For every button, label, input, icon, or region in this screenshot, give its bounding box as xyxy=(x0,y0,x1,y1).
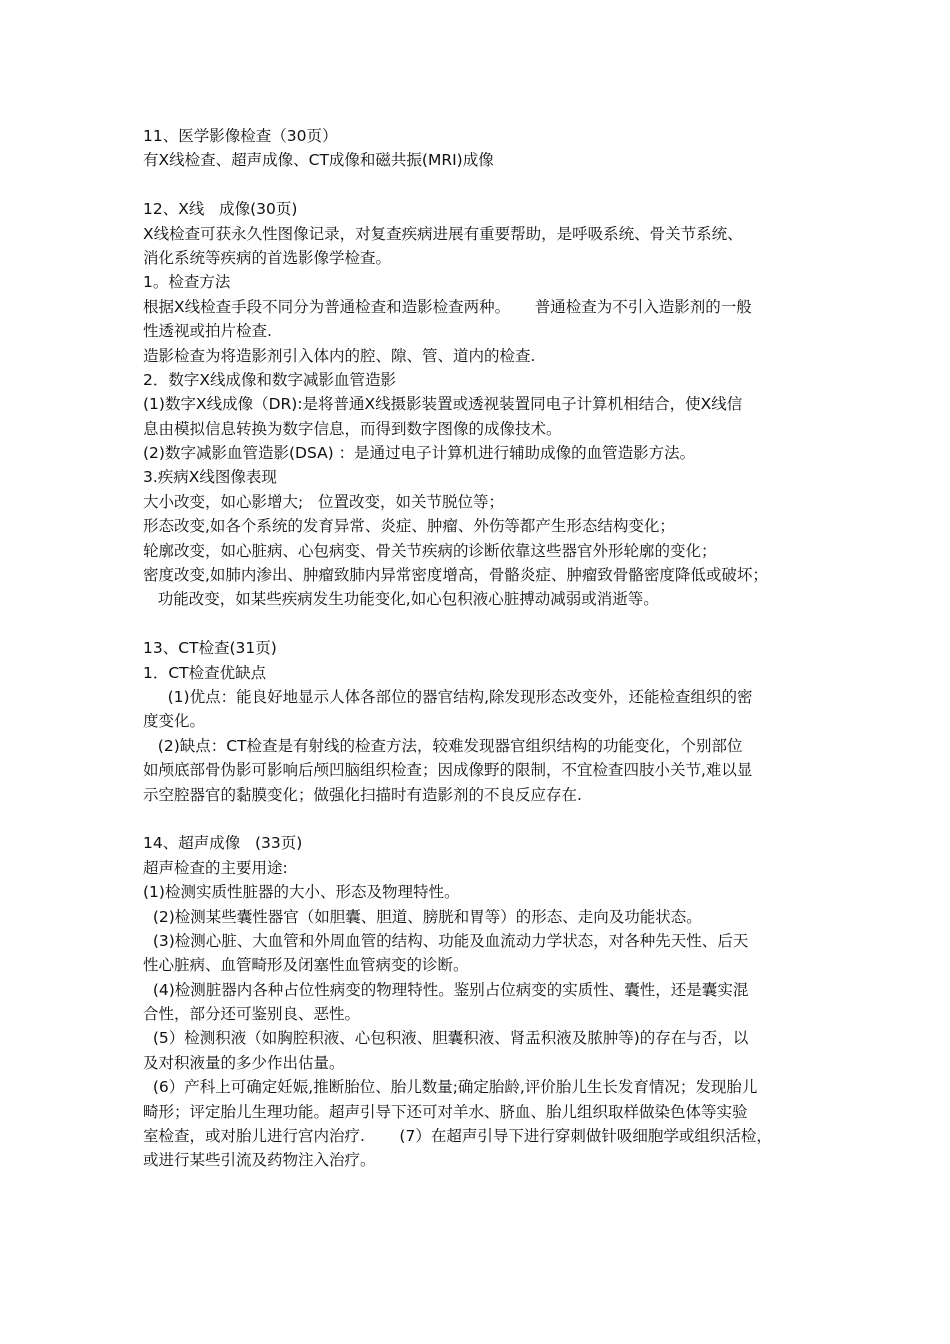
text-line: 13、CT检查(31页) xyxy=(143,639,277,658)
text-line: 或进行某些引流及药物注入治疗。 xyxy=(143,1151,376,1170)
document-page xyxy=(143,124,815,1173)
text-line: 轮廓改变，如心脏病、心包病变、骨关节疾病的诊断依靠这些器官外形轮廓的变化； xyxy=(143,541,717,560)
text-line: 度变化。 xyxy=(143,712,206,731)
text-line: 性透视或拍片检查. xyxy=(143,322,272,341)
text-line: 11、医学影像检查（30页） xyxy=(143,127,338,145)
text-line: 密度改变,如肺内渗出、肿瘤致肺内异常密度增高，骨骼炎症、肿瘤致骨骼密度降低或破坏； xyxy=(143,566,768,585)
text-line: 有X线检查、超声成像、CT成像和磁共振(MRI)成像 xyxy=(143,151,494,170)
text-line: (2)数字减影血管造影(DSA) ：是通过电子计算机进行辅助成像的血管造影方法。 xyxy=(143,444,696,463)
paragraph-gap xyxy=(143,173,815,197)
text-line: (6）产科上可确定妊娠,推断胎位、胎儿数量;确定胎龄,评价胎儿生长发育情况；发现胎儿 xyxy=(143,1078,758,1097)
text-line: 功能改变，如某些疾病发生功能变化,如心包积液心脏搏动减弱或消逝等。 xyxy=(143,590,659,609)
text-line: 1．CT检查优缺点 xyxy=(143,663,267,682)
text-line: 大小改变，如心影增大; 位置改变，如关节脱位等； xyxy=(143,492,505,511)
text-line: 形态改变,如各个系统的发育异常、炎症、肿瘤、外伤等都产生形态结构变化； xyxy=(143,517,675,536)
text-line: 14、超声成像 (33页) xyxy=(143,834,303,853)
text-line: (1)数字X线成像（DR):是将普通X线摄影装置或透视装置同电子计算机相结合，使X线信 xyxy=(143,395,743,414)
text-line: 1。检查方法 xyxy=(143,273,231,292)
text-line: (2)缺点：CT检查是有射线的检查方法，较难发现器官组织结构的功能变化，个别部位 xyxy=(143,736,743,755)
text-line: 示空腔器官的黏膜变化；做强化扫描时有造影剂的不良反应存在. xyxy=(143,785,582,804)
text-line: 室检查，或对胎儿进行宫内治疗. (7）在超声引导下进行穿刺做针吸细胞学或组织活检， xyxy=(143,1127,772,1146)
text-line: 消化系统等疾病的首选影像学检查。 xyxy=(143,248,392,267)
text-line: (4)检测脏器内各种占位性病变的物理特性。鉴别占位病变的实质性、囊性，还是囊实混 xyxy=(143,980,749,999)
text-line: 合性，部分还可鉴别良、恶性。 xyxy=(143,1005,361,1024)
text-line: (3)检测心脏、大血管和外周血管的结构、功能及血流动力学状态，对各种先天性、后天 xyxy=(143,931,749,950)
text-line: (1)检测实质性脏器的大小、形态及物理特性。 xyxy=(143,883,460,902)
text-line: 造影检查为将造影剂引入体内的腔、隙、管、道内的检查. xyxy=(143,346,536,365)
text-line: 根据X线检查手段不同分为普通检查和造影检查两种。 普通检查为不引入造影剂的一般 xyxy=(143,297,752,316)
text-line: 性心脏病、血管畸形及闭塞性血管病变的诊断。 xyxy=(143,956,469,975)
text-line: 及对积液量的多少作出估量。 xyxy=(143,1053,345,1072)
text-line: X线检查可获永久性图像记录，对复查疾病进展有重要帮助，是呼吸系统、骨关节系统、 xyxy=(143,224,743,243)
text-line: (1)优点：能良好地显示人体各部位的器官结构,除发现形态改变外，还能检查组织的密 xyxy=(143,687,753,706)
text-line: 畸形；评定胎儿生理功能。超声引导下还可对羊水、脐血、胎儿组织取样做染色体等实验 xyxy=(143,1102,748,1121)
text-line: (5）检测积液（如胸腔积液、心包积液、胆囊积液、肾盂积液及脓肿等)的存在与否，以 xyxy=(143,1029,749,1048)
text-line: 2．数字X线成像和数字减影血管造影 xyxy=(143,370,396,389)
text-line: 超声检查的主要用途: xyxy=(143,858,288,877)
paragraph-gap xyxy=(143,807,815,831)
paragraph-gap xyxy=(143,612,815,636)
text-line: 3.疾病X线图像表现 xyxy=(143,468,277,487)
text-line: 如颅底部骨伪影可影响后颅凹脑组织检查；因成像野的限制，不宜检查四肢小关节,难以显 xyxy=(143,761,753,780)
text-line: 息由模拟信息转换为数字信息，而得到数字图像的成像技术。 xyxy=(143,419,562,438)
text-line: 12、X线 成像(30页) xyxy=(143,200,298,219)
text-line: (2)检测某些囊性器官（如胆囊、胆道、膀胱和胃等）的形态、走向及功能状态。 xyxy=(143,907,702,926)
